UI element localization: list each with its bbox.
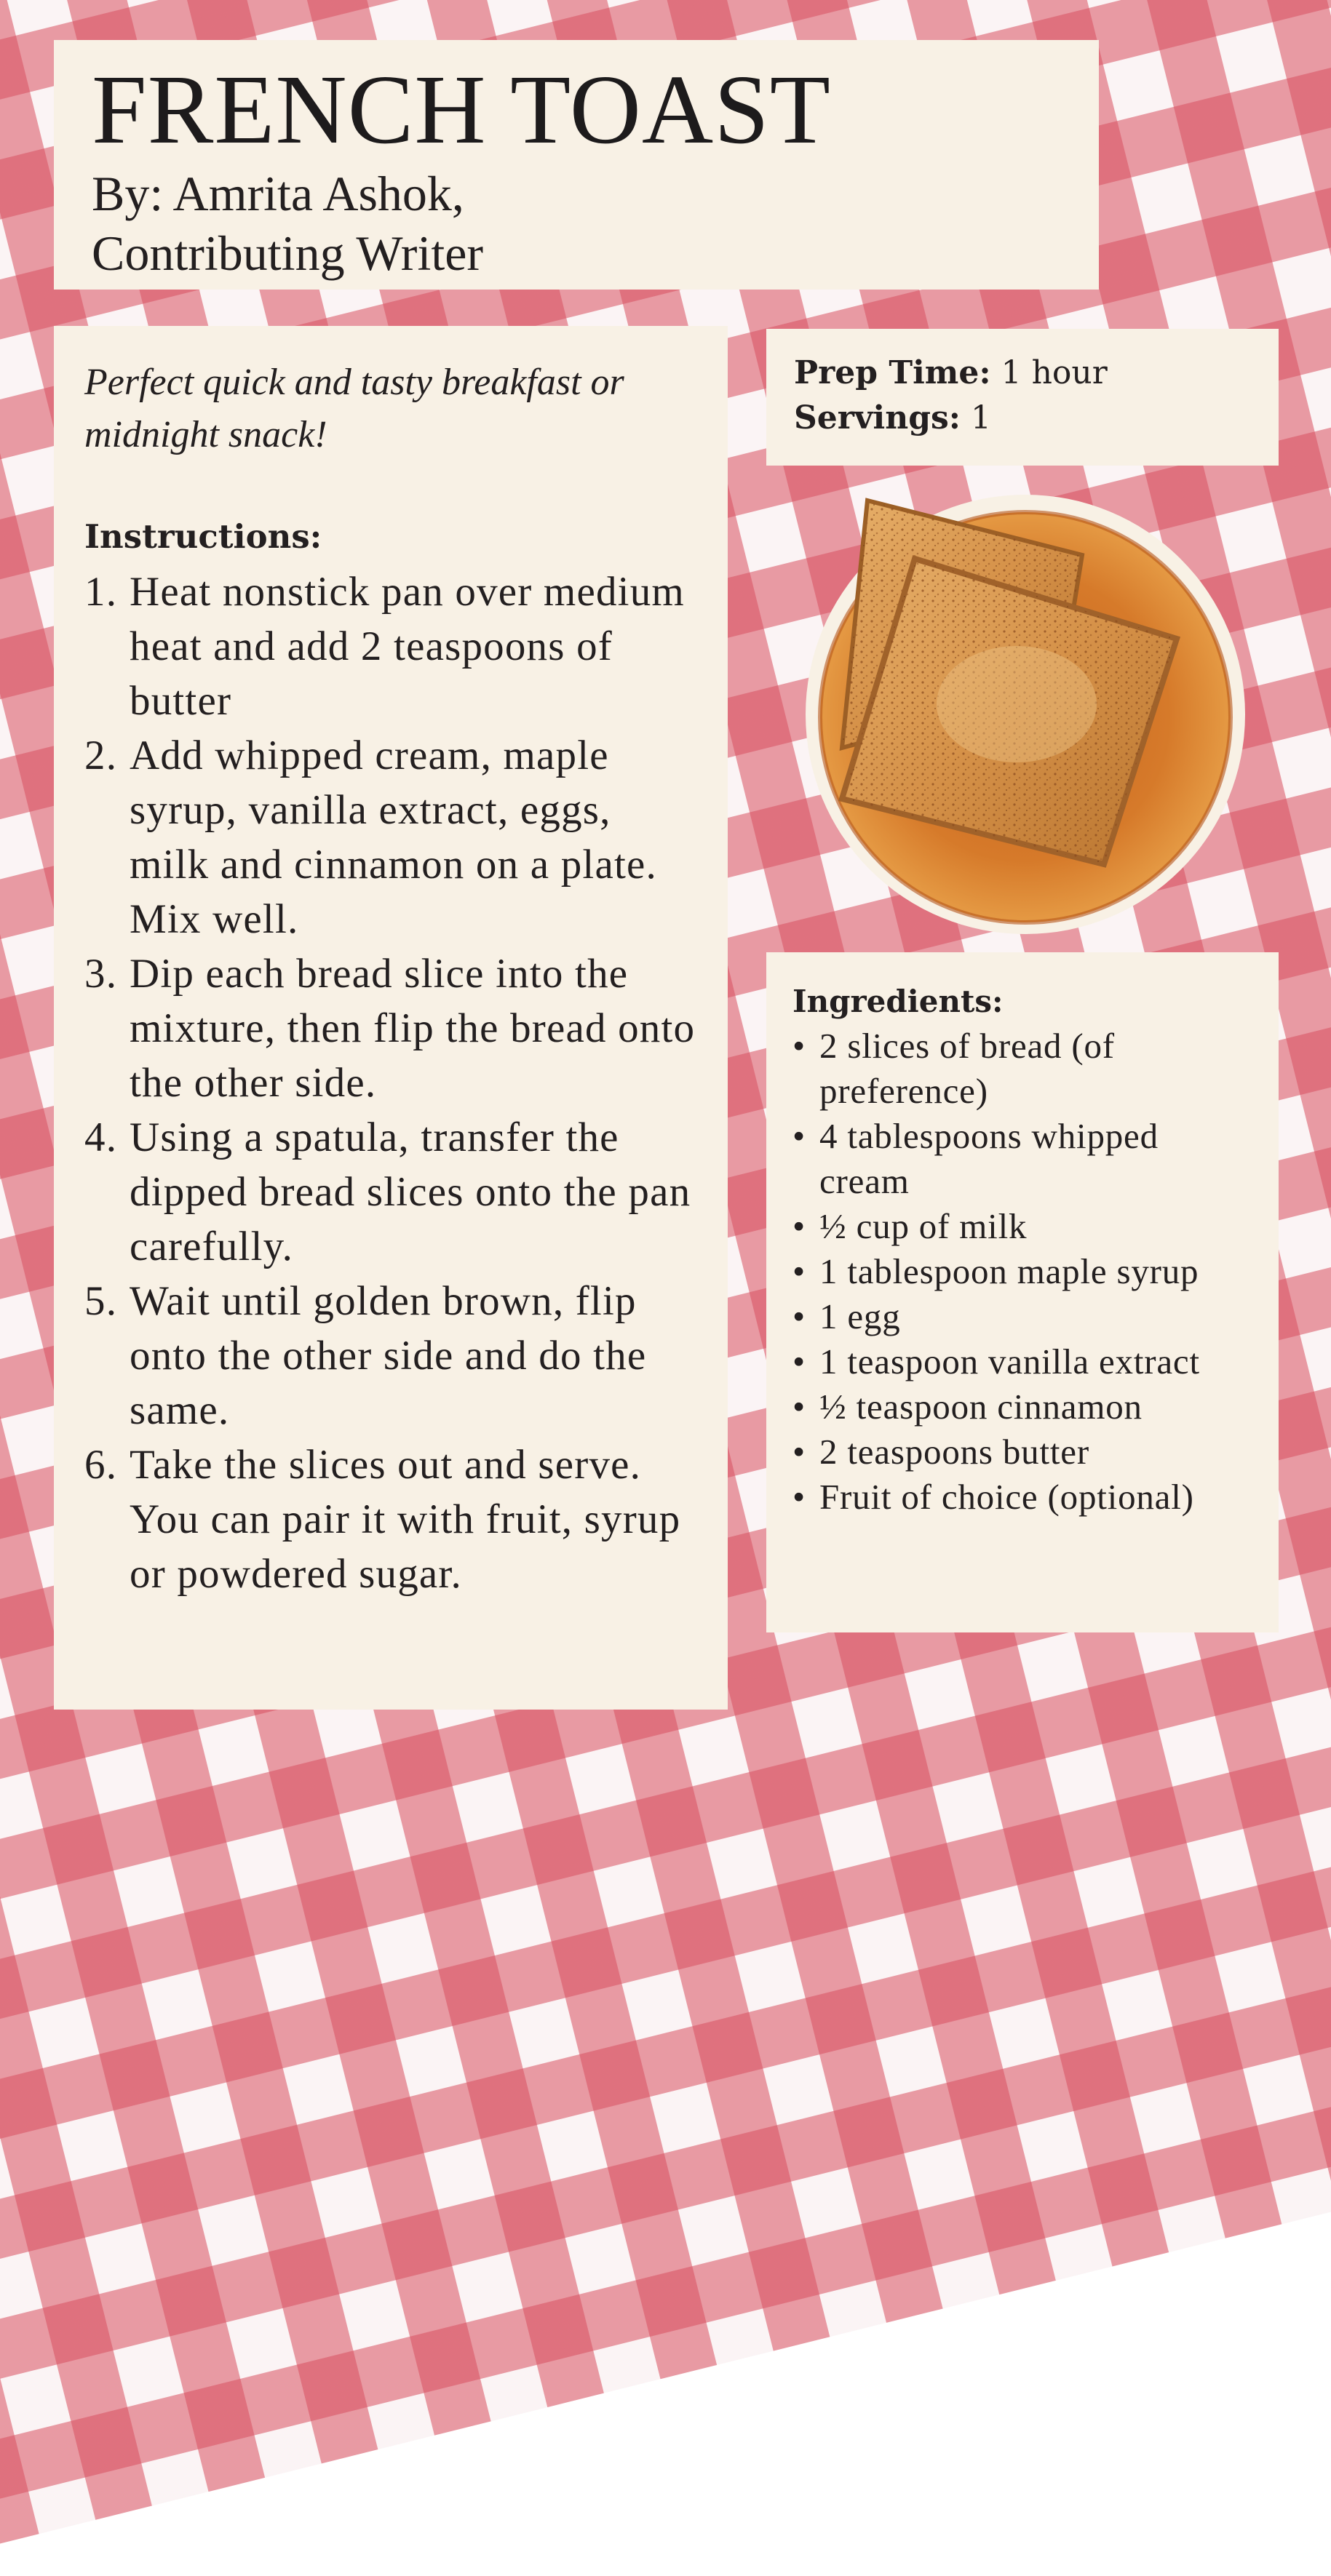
- title-card: [54, 40, 1099, 290]
- ingredient-text: 4 tablespoons whipped cream: [819, 1116, 1159, 1201]
- french-toast-photo: [798, 486, 1245, 937]
- prep-info-card: [766, 329, 1279, 466]
- bullet: •: [792, 1477, 806, 1517]
- bullet: •: [792, 1026, 806, 1066]
- prep-time: [794, 351, 1249, 396]
- instruction-step: [84, 1437, 699, 1601]
- prep-time-label: Prep Time:: [794, 354, 991, 391]
- instruction-step: [84, 946, 699, 1110]
- ingredient-item: [792, 1475, 1257, 1520]
- ingredient-text: Fruit of choice (optional): [819, 1477, 1194, 1517]
- step-number: 4.: [84, 1114, 118, 1160]
- servings-value: 1: [971, 399, 992, 436]
- step-number: 6.: [84, 1442, 118, 1488]
- ingredient-text: 1 egg: [819, 1296, 901, 1336]
- ingredient-text: 2 slices of bread (of preference): [819, 1026, 1115, 1111]
- step-number: 3.: [84, 951, 118, 997]
- ingredient-text: ½ cup of milk: [819, 1206, 1028, 1246]
- bullet: •: [792, 1296, 806, 1336]
- recipe-title: FRENCH TOAST: [92, 55, 831, 164]
- step-number: 1.: [84, 569, 118, 615]
- step-text: Dip each bread slice into the mixture, then flip the bread onto the other side.: [130, 951, 696, 1106]
- instruction-step: [84, 1110, 699, 1274]
- instructions-card: [54, 326, 728, 1710]
- bullet: •: [792, 1116, 806, 1156]
- instruction-step: [84, 728, 699, 946]
- ingredient-text: 1 tablespoon maple syrup: [819, 1251, 1199, 1291]
- ingredient-item: [792, 1294, 1257, 1339]
- bullet: •: [792, 1341, 806, 1381]
- ingredient-item: [792, 1384, 1257, 1429]
- step-text: Wait until golden brown, flip onto the other side and do the same.: [130, 1278, 647, 1433]
- ingredient-text: 2 teaspoons butter: [819, 1432, 1089, 1472]
- tagline: Perfect quick and tasty breakfast or midnight snack!: [84, 362, 624, 455]
- step-number: 5.: [84, 1278, 118, 1324]
- step-text: Add whipped cream, maple syrup, vanilla extract, eggs, milk and cinnamon on a plate. Mix well.: [130, 733, 657, 942]
- prep-time-value: 1 hour: [1001, 354, 1108, 391]
- ingredient-item: [792, 1339, 1257, 1384]
- step-number: 2.: [84, 733, 118, 778]
- byline-role: Contributing Writer: [92, 226, 484, 281]
- servings-label: Servings:: [794, 399, 961, 436]
- ingredient-text: ½ teaspoon cinnamon: [819, 1387, 1143, 1427]
- bullet: •: [792, 1387, 806, 1427]
- ingredient-item: [792, 1429, 1257, 1475]
- instructions-heading: Instructions:: [84, 517, 322, 556]
- ingredient-text: 1 teaspoon vanilla extract: [819, 1341, 1200, 1381]
- step-text: Take the slices out and serve. You can pair it with fruit, syrup or powdered sugar.: [130, 1442, 681, 1597]
- ingredient-item: [792, 1114, 1257, 1204]
- step-text: Using a spatula, transfer the dipped bread slices onto the pan carefully.: [130, 1114, 691, 1269]
- servings: [794, 396, 1249, 441]
- bullet: •: [792, 1432, 806, 1472]
- instruction-step: [84, 565, 699, 728]
- instruction-step: [84, 1274, 699, 1437]
- ingredients-list: [792, 1024, 1257, 1520]
- step-text: Heat nonstick pan over medium heat and add 2 teaspoons of butter: [130, 569, 685, 724]
- ingredient-item: [792, 1204, 1257, 1249]
- instructions-list: [84, 565, 699, 1601]
- byline: [92, 164, 1061, 283]
- ingredients-card: [766, 952, 1279, 1632]
- ingredient-item: [792, 1024, 1257, 1114]
- bullet: •: [792, 1206, 806, 1246]
- bullet: •: [792, 1251, 806, 1291]
- ingredients-heading: Ingredients:: [792, 984, 1004, 1019]
- byline-author: By: Amrita Ashok,: [92, 166, 464, 221]
- ingredient-item: [792, 1249, 1257, 1294]
